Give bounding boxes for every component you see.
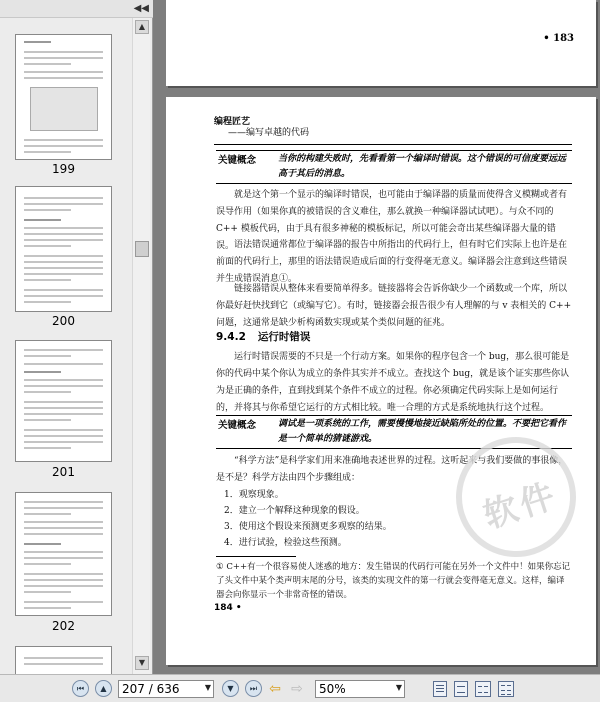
page-thumbnail[interactable]: [15, 34, 112, 160]
paragraph: 就是这个第一个显示的编译时错误，也可能由于编译器的质量而使得含义模糊或者有误导作用（如果你真的被错误的含义难住，那么就换一种编译器试试吧）。与众不同的 C++ 模板代码，由于具有很多神秘的模板标记，所以可能会奇出某些编译器大量的错误。: [216, 190, 568, 251]
chevron-down-icon[interactable]: ▼: [204, 683, 211, 692]
pages-panel: [0, 0, 153, 674]
key-concept-label: 关键概念: [218, 155, 257, 166]
go-forward-button[interactable]: ⇨: [291, 681, 303, 697]
next-page-button[interactable]: ▼: [222, 680, 239, 697]
thumbnail-label: 202: [52, 619, 75, 633]
footnote: ① C++有一个很容易使人迷惑的地方：发生错误的代码行可能在另外一个文件中！如果你忘记了头文件中某个类声明末尾的分号，该类的实现文件的第一行就会变得毫无意义。这样，编译器会向你显示一个非常奇怪的错误。: [216, 562, 571, 600]
key-concept-box: [216, 150, 572, 184]
header-rule: [214, 144, 572, 145]
page-number: 184 •: [214, 603, 242, 613]
continuous-facing-view-icon[interactable]: [498, 681, 514, 697]
watermark-seal: 软件: [440, 421, 591, 572]
running-header-title: 编程匠艺: [214, 117, 251, 127]
section-title: 运行时错误: [257, 331, 311, 343]
scroll-thumb[interactable]: [135, 241, 149, 257]
navigation-toolbar: [0, 674, 600, 702]
thumbnail-label: 199: [52, 162, 75, 176]
key-concept-text: 当你的构建失败时，先看看第一个编译时错误。这个错误的可信度要远远高于其后的消息。: [278, 154, 567, 179]
scroll-up-icon[interactable]: ▲: [135, 20, 149, 34]
zoom-select[interactable]: [315, 680, 405, 698]
thumbnail-label: 200: [52, 314, 75, 328]
paragraph: 链接器错误从整体来看要简单得多。链接器将会告诉你缺少一个函数或一个库，所以你最好赶快找到它（或编写它）。有时，链接器会报告很少有人理解的与 v 表相关的 C++ 问题，这通常是缺少析构函数实现或某个类似问题的征兆。: [216, 284, 572, 328]
single-page-view-icon[interactable]: [433, 681, 447, 697]
page-number-input[interactable]: [118, 680, 214, 698]
paragraph: “科学方法”是科学家们用来准确地表述世界的过程。这听起来与我们要做的事很像，是不是？科学方法由四个步骤组成：: [216, 456, 568, 483]
page-thumbnail[interactable]: [15, 186, 112, 312]
paragraph: 语法错误通常都位于编译器的报告中所指出的代码行上，但有时它们实际上也许是在前面的代码行上，那里的语法错误造成后面的行变得毫无意义。编译器会注意到这些错误并生成错误消息①。: [216, 240, 568, 284]
key-concept-label: 关键概念: [218, 420, 257, 431]
page-thumbnail[interactable]: [15, 340, 112, 462]
previous-page-button[interactable]: ▲: [95, 680, 112, 697]
key-concept-text: 调试是一项系统的工作，需要慢慢地接近缺陷所处的位置。不要把它看作是一个简单的猜谜游戏。: [278, 419, 567, 444]
chevron-down-icon[interactable]: ▼: [395, 683, 402, 692]
step-item: 1．观察现象。: [224, 490, 284, 500]
document-page: [166, 97, 596, 665]
thumbnail-label: 201: [52, 465, 75, 479]
step-item: 3．使用这个假设来预测更多观察的结果。: [224, 522, 392, 532]
scroll-down-icon[interactable]: ▼: [135, 656, 149, 670]
paragraph: 运行时错误需要的不只是一个行动方案。如果你的程序包含一个 bug，那么很可能是你的代码中某个你认为成立的条件其实并不成立。查找这个 bug，就是该个证实那些你认为是正确的条件，直到找到某个条件不成立的过程。你必须确定代码实际上是如何运行的，并将其与你希望它运行的方式相比较。唯一合理的方式是系统地执行这个过程。: [216, 352, 570, 413]
first-page-button[interactable]: ⏮: [72, 680, 89, 697]
page-number: • 183: [543, 33, 574, 44]
zoom-value: 50%: [319, 682, 346, 696]
running-header-subtitle: ——编写卓越的代码: [228, 128, 310, 138]
facing-pages-view-icon[interactable]: [475, 681, 491, 697]
section-number: 9.4.2: [216, 331, 246, 343]
last-page-button[interactable]: ⏭: [245, 680, 262, 697]
footnote-rule: [216, 556, 296, 557]
continuous-view-icon[interactable]: [454, 681, 468, 697]
page-thumbnail[interactable]: [15, 492, 112, 616]
step-item: 2．建立一个解释这种现象的假设。: [224, 506, 365, 516]
go-back-button[interactable]: ⇦: [269, 681, 281, 697]
thumbnail-scrollbar[interactable]: [132, 18, 150, 674]
collapse-panel-icon[interactable]: ◀◀: [133, 3, 149, 14]
page-number-value: 207 / 636: [122, 682, 180, 696]
pages-panel-header: [0, 0, 153, 18]
section-heading: [216, 329, 322, 344]
document-page-previous: [166, 0, 596, 86]
step-item: 4．进行试验，检验这些预测。: [224, 538, 347, 548]
